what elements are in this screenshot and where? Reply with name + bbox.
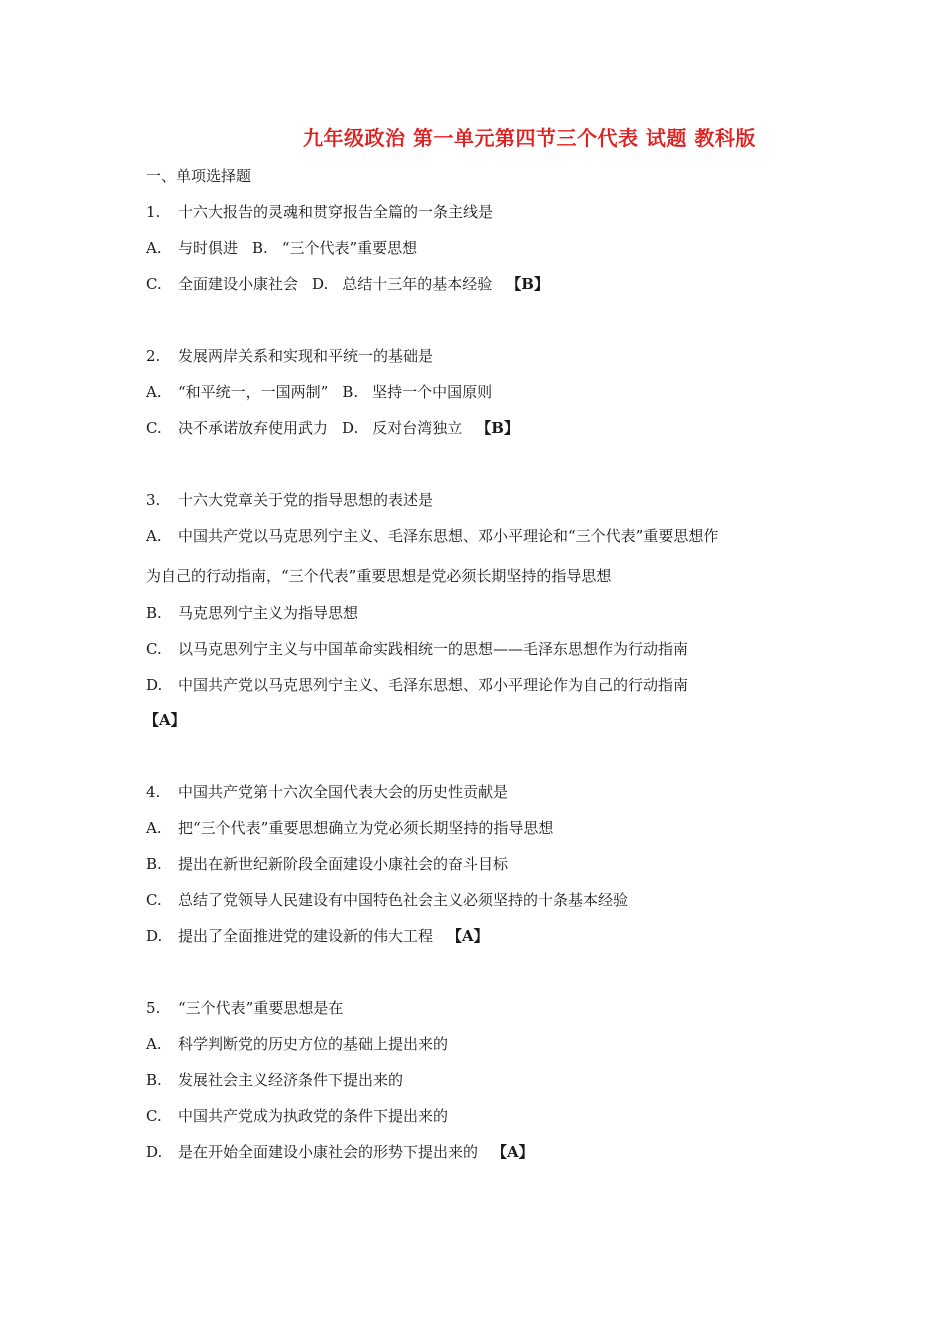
option-text: 科学判断党的历史方位的基础上提出来的 xyxy=(178,1035,449,1053)
question-number: 1. xyxy=(146,203,161,221)
question-5-option-c xyxy=(146,1106,448,1126)
question-5-option-b xyxy=(146,1070,403,1090)
document-title: 九年级政治 第一单元第四节三个代表 试题 教科版 xyxy=(303,126,756,150)
option-text: 总结了党领导人民建设有中国特色社会主义必须坚持的十条基本经验 xyxy=(178,891,629,909)
option-text: 马克思列宁主义为指导思想 xyxy=(178,604,359,622)
answer-key: 【A】 xyxy=(144,711,186,729)
option-label: C. xyxy=(146,275,162,293)
answer-key: 【A】 xyxy=(492,1143,534,1161)
option-text: 坚持一个中国原则 xyxy=(372,383,493,401)
option-label: D. xyxy=(146,927,163,945)
question-text: 十六大党章关于党的指导思想的表述是 xyxy=(178,491,434,509)
option-label: A. xyxy=(146,239,162,257)
option-text: 发展社会主义经济条件下提出来的 xyxy=(178,1071,404,1089)
question-text: 发展两岸关系和实现和平统一的基础是 xyxy=(178,347,434,365)
question-text: “三个代表”重要思想是在 xyxy=(178,999,344,1017)
option-label: B. xyxy=(146,855,162,873)
option-text: 提出在新世纪新阶段全面建设小康社会的奋斗目标 xyxy=(178,855,509,873)
question-5-option-d xyxy=(146,1142,534,1162)
option-label: D. xyxy=(146,1143,163,1161)
option-text: 反对台湾独立 xyxy=(372,419,463,437)
question-number: 4. xyxy=(146,783,161,801)
question-2-options-cd xyxy=(146,418,519,438)
question-text: 十六大报告的灵魂和贯穿报告全篇的一条主线是 xyxy=(178,203,494,221)
option-label: A. xyxy=(146,819,162,837)
option-label: B. xyxy=(252,239,268,257)
answer-key: 【A】 xyxy=(447,927,489,945)
option-text: 把“三个代表”重要思想确立为党必须长期坚持的指导思想 xyxy=(178,819,554,837)
question-4-stem xyxy=(146,782,508,802)
option-text: 中国共产党以马克思列宁主义、毛泽东思想、邓小平理论和“三个代表”重要思想作 xyxy=(178,527,719,545)
option-text: 是在开始全面建设小康社会的形势下提出来的 xyxy=(178,1143,479,1161)
option-label: C. xyxy=(146,1107,162,1125)
question-number: 3. xyxy=(146,491,161,509)
option-label: A. xyxy=(146,383,162,401)
option-label: C. xyxy=(146,891,162,909)
option-label: A. xyxy=(146,527,162,545)
question-3-stem xyxy=(146,490,433,510)
question-1-options-ab xyxy=(146,238,417,258)
question-number: 2. xyxy=(146,347,161,365)
answer-key: 【B】 xyxy=(506,275,549,293)
question-4-option-c xyxy=(146,890,628,910)
option-text: 决不承诺放弃使用武力 xyxy=(178,419,329,437)
question-1-options-cd xyxy=(146,274,549,294)
question-3-option-d xyxy=(146,675,688,695)
question-5-option-a xyxy=(146,1034,448,1054)
section-heading: 一、单项选择题 xyxy=(146,167,252,185)
option-label: C. xyxy=(146,419,162,437)
option-text: 与时俱进 xyxy=(178,239,239,257)
question-2-options-ab xyxy=(146,382,492,402)
question-1-stem xyxy=(146,202,493,222)
question-2-stem xyxy=(146,346,433,366)
option-text: “和平统一，一国两制” xyxy=(178,383,329,401)
question-3-option-b xyxy=(146,603,358,623)
option-text: 中国共产党成为执政党的条件下提出来的 xyxy=(178,1107,449,1125)
question-5-stem xyxy=(146,998,343,1018)
option-text: 以马克思列宁主义与中国革命实践相统一的思想——毛泽东思想作为行动指南 xyxy=(178,640,689,658)
question-3-option-c xyxy=(146,639,688,659)
option-label: C. xyxy=(146,640,162,658)
option-text: 全面建设小康社会 xyxy=(178,275,299,293)
option-label: B. xyxy=(146,1071,162,1089)
option-text: “三个代表”重要思想 xyxy=(281,239,418,257)
question-3-option-a xyxy=(146,526,718,546)
question-text: 中国共产党第十六次全国代表大会的历史性贡献是 xyxy=(178,783,509,801)
question-3-option-a-continued: 为自己的行动指南，“三个代表”重要思想是党必须长期坚持的指导思想 xyxy=(146,567,612,585)
option-label: D. xyxy=(342,419,359,437)
option-label: A. xyxy=(146,1035,162,1053)
option-label: B. xyxy=(146,604,162,622)
option-label: D. xyxy=(146,676,163,694)
option-text: 总结十三年的基本经验 xyxy=(342,275,493,293)
question-4-option-a xyxy=(146,818,553,838)
answer-key: 【B】 xyxy=(476,419,519,437)
question-4-option-d xyxy=(146,926,489,946)
question-4-option-b xyxy=(146,854,508,874)
option-label: D. xyxy=(312,275,329,293)
option-text: 提出了全面推进党的建设新的伟大工程 xyxy=(178,927,434,945)
option-label: B. xyxy=(342,383,359,401)
option-text: 中国共产党以马克思列宁主义、毛泽东思想、邓小平理论作为自己的行动指南 xyxy=(178,676,689,694)
question-number: 5. xyxy=(146,999,161,1017)
